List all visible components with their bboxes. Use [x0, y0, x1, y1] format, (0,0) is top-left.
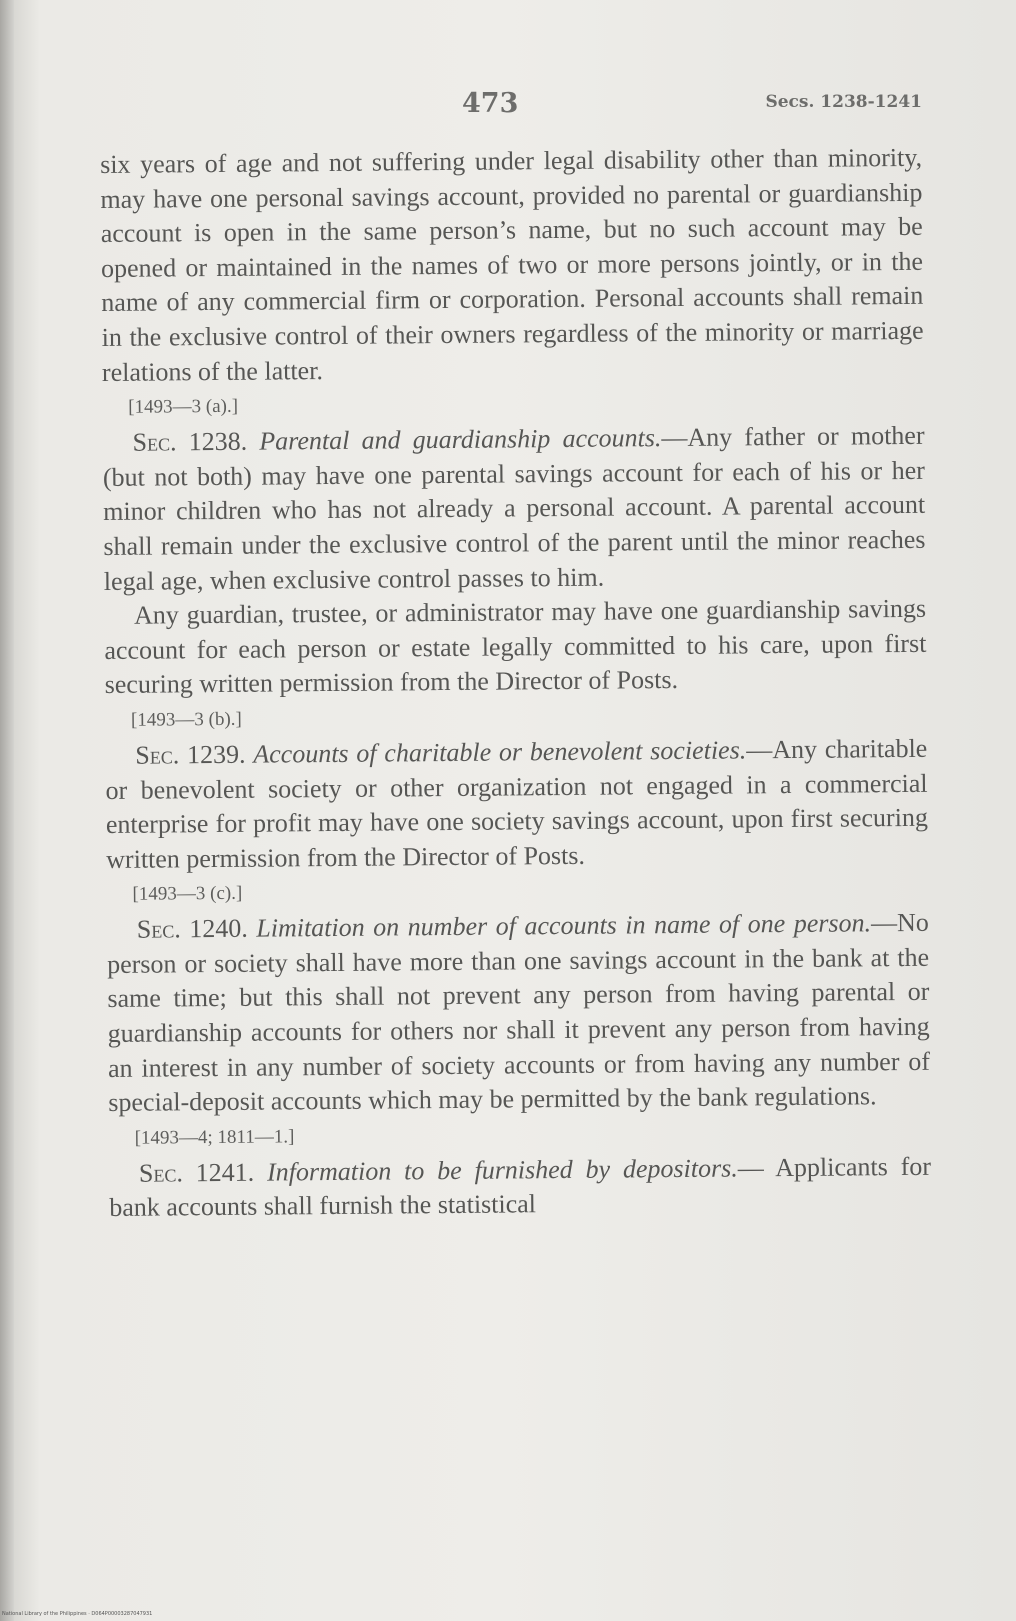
citation-1493-3c: [1493—3 (c).] — [132, 883, 243, 906]
section-title: Accounts of charitable or benevolent societies. — [253, 735, 747, 769]
citation-1493-4: [1493—4; 1811—1.] — [134, 1126, 295, 1149]
section-1241 — [109, 1150, 932, 1226]
section-1238 — [102, 419, 925, 599]
section-number: Sec. 1238. — [132, 426, 248, 457]
section-number: Sec. 1239. — [135, 739, 246, 770]
section-title: Limitation on number of accounts in name of one person. — [256, 908, 872, 943]
section-range: Secs. 1238-1241 — [765, 92, 922, 112]
scan-footer: National Library of the Philippines · D064P00003287047931 — [2, 1611, 153, 1617]
section-text: —Any charitable or benevolent society or other organization not engaged in a commercial enterprise for profit may have one society savings account, upon first securing written permission from the Director of Posts. — [105, 733, 928, 874]
page-binding-edge — [0, 0, 14, 1621]
citation-1493-3a: [1493—3 (a).] — [128, 395, 239, 418]
section-1239 — [105, 732, 928, 878]
section-1238-paragraph-2: Any guardian, trustee, or administrator may have one guardianship savings account for each person or estate legally committed to his care, upon first securing written permission from the Director of Posts. — [104, 593, 927, 700]
section-text: —Any father or mother (but not both) may have one parental savings account for each of his or her minor children who has not already a personal account. A parental account shall remain under the exclusive control of the parent until the minor reaches legal age, when exclusive control passes to him. — [102, 420, 926, 596]
section-title: Parental and guardianship accounts. — [259, 423, 662, 456]
section-text: —No person or society shall have more than one savings account in the bank at the same time; but this shall not prevent any person from having parental or guardianship accounts for others nor shall it prevent any person from having an interest in any number of society accounts or from having any number of special-deposit accounts which may be permitted by the bank regulations. — [106, 908, 931, 1118]
section-1240 — [107, 906, 931, 1121]
page-number: 473 — [462, 88, 519, 119]
body-text — [100, 141, 931, 1226]
page-header — [100, 88, 922, 128]
intro-paragraph: six years of age and not suffering under legal disability other than minority, may have one personal savings account, provided no parental or guardianship account is open in the same person’s name, but no such account may be opened or maintained in the names of two or more persons jointly, or in the name of any commercial firm or corporation. Personal accounts shall remain in the exclusive control of their owners regardless of the minority or marriage relations of the latter. — [100, 142, 924, 387]
citation-1493-3b: [1493—3 (b).] — [130, 708, 242, 731]
section-number: Sec. 1240. — [136, 914, 248, 944]
section-number: Sec. 1241. — [138, 1157, 255, 1188]
section-text: — Applicants for bank accounts shall furnish the statistical — [109, 1151, 932, 1223]
section-title: Information to be furnished by depositors. — [266, 1153, 738, 1187]
